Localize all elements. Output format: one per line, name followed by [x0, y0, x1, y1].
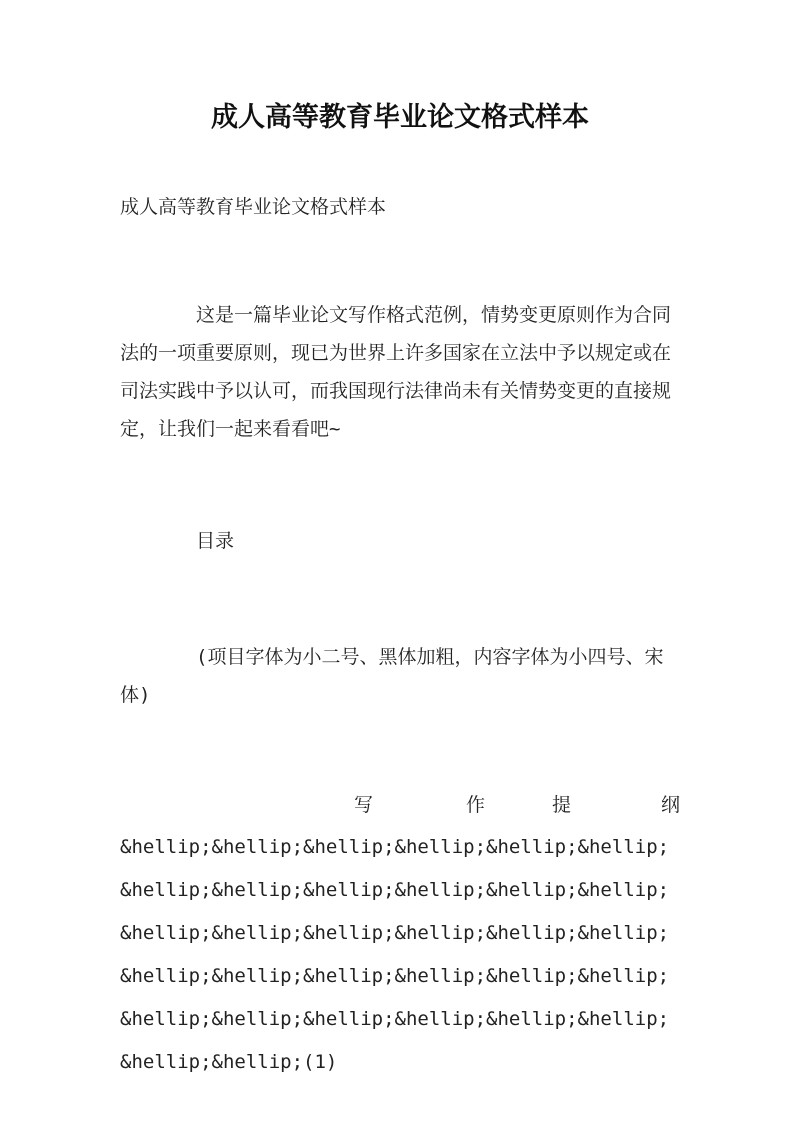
toc-entry: &hellip;&hellip;&hellip;&hellip;&hellip;&hellip;&hellip;&hellip;&hellip;&hellip;&hellip;&hellip;&hellip;&hellip;&hellip;&hellip;&hellip;&hellip;&hellip;&hellip;&hellip;&hellip;&hellip;&hellip;&hellip;&hellip;&hellip;&hellip;&hellip;&hellip;&hellip;&hellip;(1) — [120, 836, 670, 1073]
outline-char: 作 — [466, 794, 486, 816]
outline-char: 提 — [552, 794, 572, 816]
toc-heading: 目录 — [196, 530, 235, 552]
outline-char: 纲 — [661, 794, 681, 816]
outline-char: 写 — [354, 794, 374, 816]
intro-paragraph: 这是一篇毕业论文写作格式范例，情势变更原则作为合同法的一项重要原则，现已为世界上许多国家在立法中予以规定或在司法实践中予以认可，而我国现行法律尚未有关情势变更的直接规定，让我们一起来看看吧~ — [120, 304, 672, 440]
format-note: (项目字体为小二号、黑体加粗，内容字体为小四号、宋体) — [120, 646, 664, 706]
document-subtitle: 成人高等教育毕业论文格式样本 — [120, 196, 387, 218]
document-title: 成人高等教育毕业论文格式样本 — [211, 102, 589, 133]
outline-heading — [120, 786, 680, 824]
